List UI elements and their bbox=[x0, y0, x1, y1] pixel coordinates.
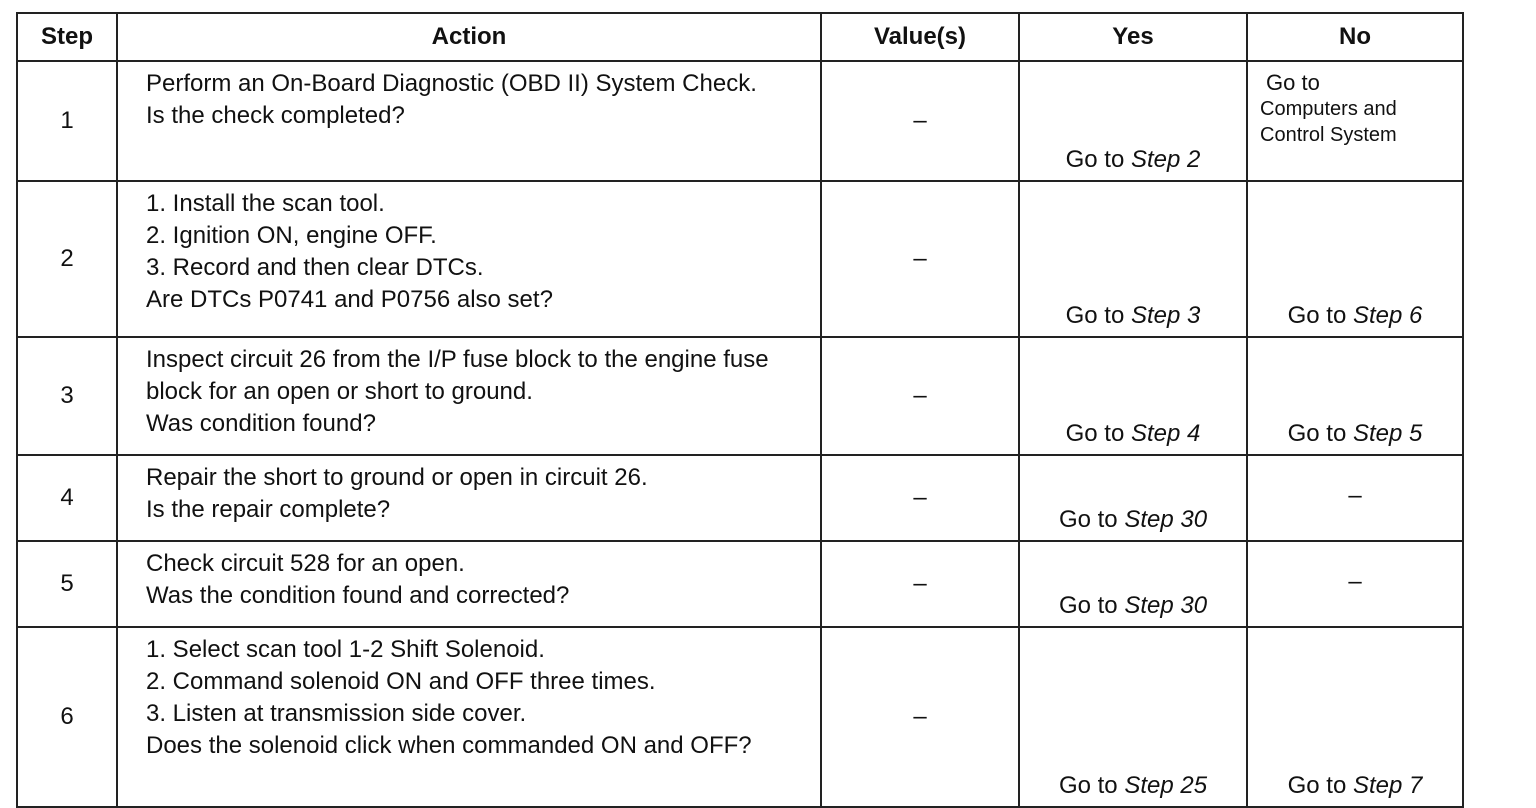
step-link: Step 6 bbox=[1352, 302, 1423, 329]
action-line: Are DTCs P0741 and P0756 also set? bbox=[146, 286, 553, 313]
step-link: Step 30 bbox=[1124, 506, 1208, 533]
action-cell bbox=[117, 61, 821, 181]
yes-cell bbox=[1019, 541, 1247, 627]
step-number: 3 bbox=[17, 337, 117, 455]
action-line: Inspect circuit 26 from the I/P fuse block to the engine fuse block for an open or short to ground. bbox=[146, 346, 769, 405]
step-link: Step 2 bbox=[1130, 146, 1201, 173]
yes-cell bbox=[1019, 455, 1247, 541]
action-cell bbox=[117, 455, 821, 541]
value-cell: – bbox=[821, 541, 1019, 627]
action-line: 1. Select scan tool 1-2 Shift Solenoid. bbox=[146, 636, 545, 663]
action-line: 2. Command solenoid ON and OFF three times. bbox=[146, 668, 656, 695]
action-line: Was the condition found and corrected? bbox=[146, 582, 570, 609]
no-line: Computers and bbox=[1260, 98, 1397, 120]
value-cell: – bbox=[821, 61, 1019, 181]
goto-prefix: Go to bbox=[1065, 420, 1131, 447]
value-cell: – bbox=[821, 455, 1019, 541]
no-line: Go to bbox=[1266, 70, 1320, 95]
action-line: Is the check completed? bbox=[146, 102, 405, 129]
action-line: Repair the short to ground or open in circuit 26. bbox=[146, 464, 648, 491]
step-number: 5 bbox=[17, 541, 117, 627]
goto-prefix: Go to bbox=[1058, 772, 1125, 799]
action-cell bbox=[117, 541, 821, 627]
no-cell bbox=[1247, 627, 1463, 807]
table-row bbox=[17, 627, 1463, 807]
action-line: Does the solenoid click when commanded ON and OFF? bbox=[146, 732, 752, 759]
value-cell: – bbox=[821, 181, 1019, 337]
no-line: Control System bbox=[1260, 124, 1397, 146]
goto-prefix: Go to bbox=[1287, 302, 1353, 329]
yes-cell bbox=[1019, 337, 1247, 455]
yes-cell bbox=[1019, 181, 1247, 337]
table-row bbox=[17, 455, 1463, 541]
action-line: Check circuit 528 for an open. bbox=[146, 550, 465, 577]
no-cell bbox=[1247, 61, 1463, 181]
value-cell: – bbox=[821, 627, 1019, 807]
value-cell: – bbox=[821, 337, 1019, 455]
action-line: Was condition found? bbox=[146, 410, 376, 437]
action-line: 3. Listen at transmission side cover. bbox=[146, 700, 527, 727]
action-line: Perform an On-Board Diagnostic (OBD II) System Check. bbox=[146, 70, 757, 97]
goto-prefix: Go to bbox=[1065, 146, 1131, 173]
action-line: Is the repair complete? bbox=[146, 496, 391, 523]
goto-prefix: Go to bbox=[1058, 592, 1125, 619]
goto-prefix: Go to bbox=[1065, 302, 1131, 329]
header-yes: Yes bbox=[1019, 13, 1247, 61]
goto-prefix: Go to bbox=[1287, 772, 1353, 799]
step-number: 1 bbox=[17, 61, 117, 181]
action-line: 2. Ignition ON, engine OFF. bbox=[146, 222, 437, 249]
step-number: 6 bbox=[17, 627, 117, 807]
step-link: Step 25 bbox=[1124, 772, 1208, 799]
step-link: Step 4 bbox=[1130, 420, 1201, 447]
header-row bbox=[17, 13, 1463, 61]
goto-prefix: Go to bbox=[1287, 420, 1353, 447]
header-action: Action bbox=[117, 13, 821, 61]
yes-cell bbox=[1019, 627, 1247, 807]
no-cell: – bbox=[1247, 455, 1463, 541]
action-line: 3. Record and then clear DTCs. bbox=[146, 254, 484, 281]
header-values: Value(s) bbox=[821, 13, 1019, 61]
table-row bbox=[17, 181, 1463, 337]
action-cell bbox=[117, 627, 821, 807]
header-step: Step bbox=[17, 13, 117, 61]
no-cell bbox=[1247, 337, 1463, 455]
goto-prefix: Go to bbox=[1058, 506, 1125, 533]
yes-cell bbox=[1019, 61, 1247, 181]
step-number: 2 bbox=[17, 181, 117, 337]
step-link: Step 3 bbox=[1130, 302, 1201, 329]
table-row bbox=[17, 61, 1463, 181]
no-cell: – bbox=[1247, 541, 1463, 627]
table-row bbox=[17, 541, 1463, 627]
step-link: Step 7 bbox=[1352, 772, 1423, 799]
step-link: Step 5 bbox=[1352, 420, 1423, 447]
action-line: 1. Install the scan tool. bbox=[146, 190, 385, 217]
step-link: Step 30 bbox=[1124, 592, 1208, 619]
header-no: No bbox=[1247, 13, 1463, 61]
step-number: 4 bbox=[17, 455, 117, 541]
action-cell bbox=[117, 181, 821, 337]
table-row bbox=[17, 337, 1463, 455]
no-cell bbox=[1247, 181, 1463, 337]
action-cell bbox=[117, 337, 821, 455]
diagnostic-table bbox=[16, 12, 1464, 808]
